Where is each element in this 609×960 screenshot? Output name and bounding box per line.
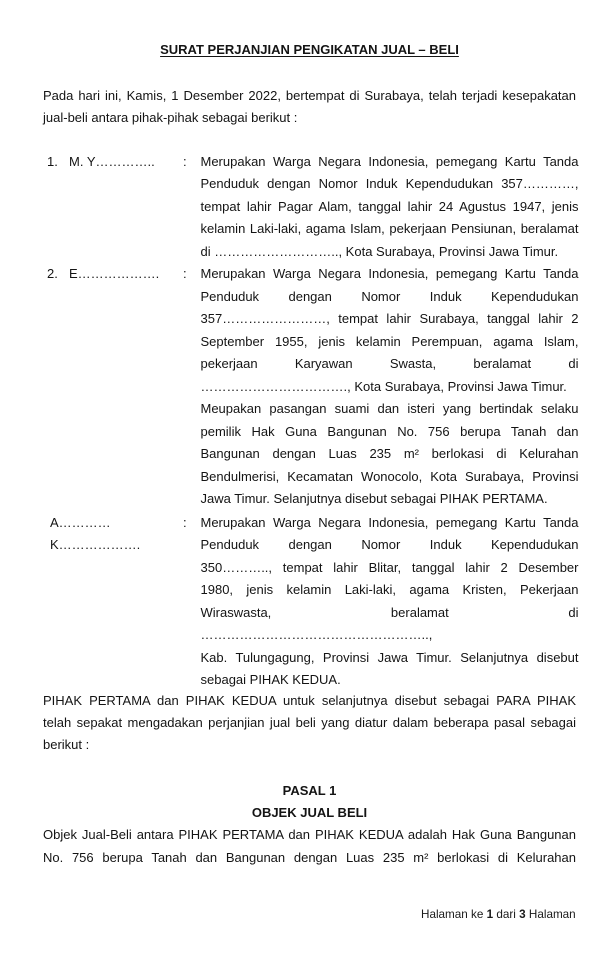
description-line: Penduduk dengan Nomor Induk Kependudukan 357…………, [200,176,579,192]
description-line: Jawa Timur. Selanjutnya disebut sebagai PIHAK PERTAMA. [200,491,548,507]
description-line: Penduduk dengan Nomor Induk Kependudukan [200,288,579,304]
party-names [69,263,159,286]
closing-line: PIHAK PERTAMA dan PIHAK KEDUA untuk selanjutnya disebut sebagai PARA PIHAK [43,692,576,708]
description-line: Merupakan Warga Negara Indonesia, pemegang Kartu Tanda [200,153,579,169]
description-line: Wiraswasta, beralamat di …………………………………………….., [200,604,579,643]
intro-paragraph [43,85,576,129]
party-description [201,263,579,398]
document-title [43,39,576,61]
party-1 [0,151,609,264]
description-line: Kab. Tulungagung, Provinsi Jawa Timur. Selanjutnya disebut [200,649,579,665]
pasal-body-line: Objek Jual-Beli antara PIHAK PERTAMA dan PIHAK KEDUA adalah Hak Guna Bangunan [43,827,576,843]
page-counter [421,906,576,924]
closing-paragraph [43,690,576,756]
page-counter-suffix: Halaman [528,908,576,921]
party-separator: : [183,153,187,169]
page-counter-prefix: Halaman ke [421,908,484,921]
pihak-pertama-description [201,398,579,511]
party-name: E………………. [69,266,160,282]
description-line: 350……….., tempat lahir Blitar, tanggal lahir 2 Desember [200,559,579,575]
party-name: M. Y………….. [69,153,155,169]
closing-line: telah sepakat mengadakan perjanjian jual beli yang diatur dalam beberapa pasal sebagai [43,714,576,730]
closing-line: berikut : [43,736,90,752]
intro-line: jual-beli antara pihak-pihak sebagai berikut : [43,110,298,125]
party-number: 1. [47,153,58,169]
description-line: Penduduk dengan Nomor Induk Kependudukan [200,537,579,553]
party-separator: : [183,266,187,282]
description-line: tempat lahir Pagar Alam, tanggal lahir 24 Agustus 1947, jenis [200,198,579,214]
party-name: K………………. [50,537,141,553]
intro-line: Pada hari ini, Kamis, 1 Desember 2022, bertempat di Surabaya, telah terjadi kesepakatan [43,88,576,103]
description-line: 1980, jenis kelamin Laki-laki, agama Kristen, Pekerjaan [200,582,579,598]
current-page: 1 [486,908,494,921]
pasal-heading: OBJEK JUAL BELI [251,804,368,820]
description-line: 357……………………, tempat lahir Surabaya, tanggal lahir 2 [200,311,579,327]
party-2 [0,263,609,511]
page-counter-middle: dari [496,908,516,921]
description-line: di ……………………….., Kota Surabaya, Provinsi Jawa Timur. [200,243,559,259]
description-line: Bendulmerisi, Kecamatan Wonocolo, Kota Surabaya, Provinsi [200,468,579,484]
party-names [50,512,140,557]
description-line: Merupakan Warga Negara Indonesia, pemegang Kartu Tanda [200,266,579,282]
party-description [201,512,579,692]
pasal-number: PASAL 1 [282,782,337,798]
party-separator: : [183,514,187,530]
parties-list [0,151,609,692]
document-title-text: SURAT PERJANJIAN PENGIKATAN JUAL – BELI [160,42,459,57]
description-line: Merupakan Warga Negara Indonesia, pemegang Kartu Tanda [200,514,579,530]
party-names [69,151,155,174]
description-line: pekerjaan Karyawan Swasta, beralamat di [200,356,579,372]
party-name: A………… [50,514,111,530]
description-line: Meupakan pasangan suami dan isteri yang bertindak selaku [200,401,579,417]
total-pages: 3 [519,908,526,921]
description-line: kelamin Laki-laki, agama Islam, pekerjaan Pensiunan, beralamat [200,221,579,237]
description-line: Bangunan dengan Luas 235 m² berlokasi di Kelurahan [200,446,579,462]
party-number: 2. [47,266,58,282]
description-line: ……………………………., Kota Surabaya, Provinsi Jawa Timur. [200,378,567,394]
pasal-body-line: No. 756 berupa Tanah dan Bangunan dengan Luas 235 m² berlokasi di Kelurahan [43,849,576,865]
description-line: sebagai PIHAK KEDUA. [200,672,341,688]
party-description [201,151,579,264]
party-3 [0,512,609,692]
description-line: September 1955, jenis kelamin Perempuan, agama Islam, [200,333,579,349]
pasal-section [43,780,576,869]
description-line: pemilik Hak Guna Bangunan No. 756 berupa Tanah dan [200,423,579,439]
